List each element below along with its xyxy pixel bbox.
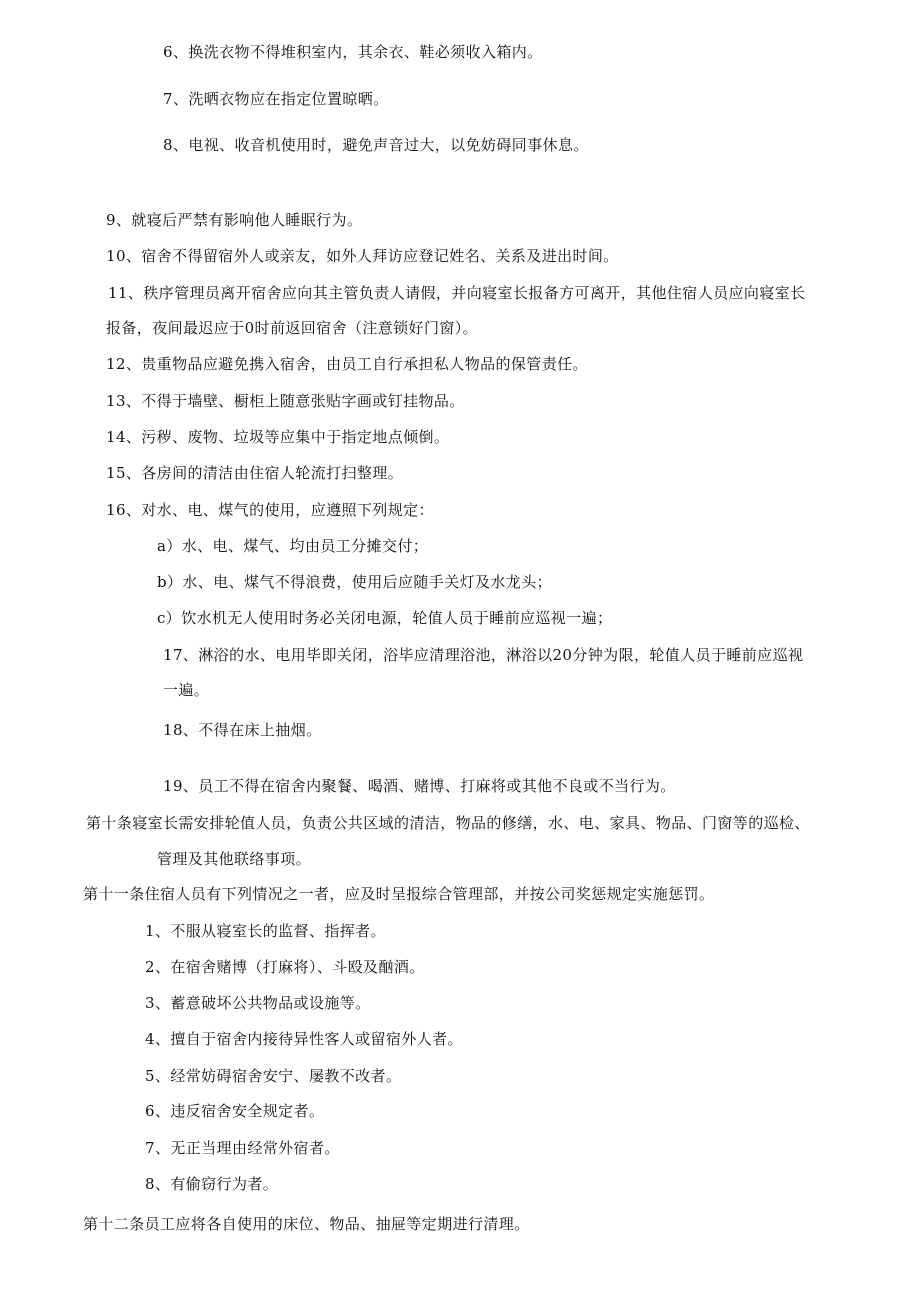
rule-item-15: 15、各房间的清洁由住宿人轮流打扫整理。 [106,464,404,482]
rule-item-9: 9、就寝后严禁有影响他人睡眠行为。 [106,211,363,229]
rule-item-11: 11、秩序管理员离开宿舍应向其主管负责人请假，并向寝室长报备方可离开，其他住宿人员应向寝室长 [108,284,806,302]
rule-item-6: 6、换洗衣物不得堆积室内，其余衣、鞋必须收入箱内。 [163,43,543,61]
penalty-item-8: 8、有偷窃行为者。 [145,1175,279,1193]
rule-item-10: 10、宿舍不得留宿外人或亲友，如外人拜访应登记姓名、关系及进出时间。 [106,247,619,265]
penalty-item-3: 3、蓄意破坏公共物品或设施等。 [145,994,371,1012]
sub-item-c: c）饮水机无人使用时务必关闭电源，轮值人员于睡前应巡视一遍； [157,609,613,627]
penalty-item-7: 7、无正当理由经常外宿者。 [145,1139,340,1157]
rule-item-17-continued: 一遍。 [163,681,210,699]
article-12: 第十二条员工应将各自使用的床位、物品、抽屉等定期进行清理。 [83,1215,530,1233]
penalty-item-2: 2、在宿舍赌博（打麻将）、斗殴及酗酒。 [145,958,425,976]
rule-item-8: 8、电视、收音机使用时，避免声音过大，以免妨碍同事休息。 [163,136,589,154]
rule-item-18: 18、不得在床上抽烟。 [163,721,322,739]
rule-item-16: 16、对水、电、煤气的使用，应遵照下列规定： [106,501,434,519]
rule-item-7: 7、洗晒衣物应在指定位置晾晒。 [163,90,389,108]
sub-item-a: a）水、电、煤气、均由员工分摊交付； [157,537,429,555]
penalty-item-5: 5、经常妨碍宿舍安宁、屡教不改者。 [145,1067,402,1085]
penalty-item-1: 1、不服从寝室长的监督、指挥者。 [145,922,386,940]
rule-item-19: 19、员工不得在宿舍内聚餐、喝酒、赌博、打麻将或其他不良或不当行为。 [163,777,676,795]
penalty-item-4: 4、擅自于宿舍内接待异性客人或留宿外人者。 [145,1030,463,1048]
rule-item-12: 12、贵重物品应避免携入宿舍，由员工自行承担私人物品的保管责任。 [106,355,588,373]
rule-item-17: 17、淋浴的水、电用毕即关闭，浴毕应清理浴池，淋浴以20分钟为限，轮值人员于睡前应巡视 [163,646,804,664]
article-10-continued: 管理及其他联络事项。 [157,850,312,868]
rule-item-11-continued: 报备，夜间最迟应于0时前返回宿舍（注意锁好门窗）。 [106,319,479,337]
penalty-item-6: 6、违反宿舍安全规定者。 [145,1102,325,1120]
article-10: 第十条寝室长需安排轮值人员，负责公共区域的清洁，物品的修缮，水、电、家具、物品、门窗等的巡检、 [86,814,810,832]
article-11: 第十一条住宿人员有下列情况之一者，应及时呈报综合管理部，并按公司奖惩规定实施惩罚。 [83,885,715,903]
rule-item-13: 13、不得于墙壁、橱柜上随意张贴字画或钉挂物品。 [106,392,465,410]
sub-item-b: b）水、电、煤气不得浪费，使用后应随手关灯及水龙头； [157,573,553,591]
rule-item-14: 14、污秽、废物、垃圾等应集中于指定地点倾倒。 [106,428,450,446]
